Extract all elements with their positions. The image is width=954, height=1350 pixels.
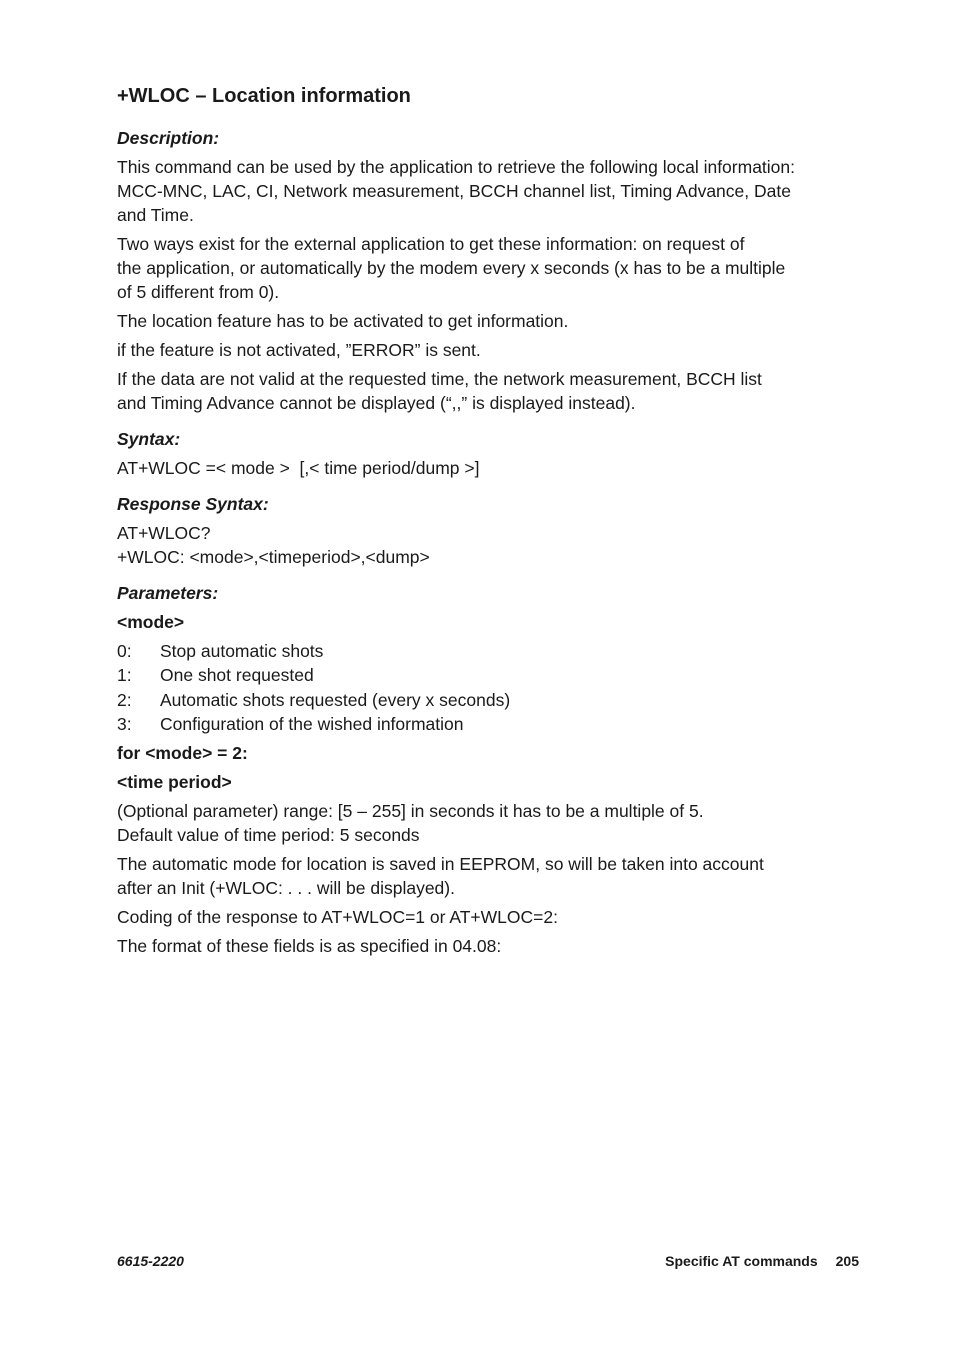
coding-paragraph: Coding of the response to AT+WLOC=1 or AT+WLOC=2: [117,907,558,928]
list-item-text: Automatic shots requested (every x seconds) [160,689,511,710]
description-heading: Description: [117,128,220,148]
mode-values-list [117,639,857,736]
response-syntax-line-2: +WLOC: <mode>,<timeperiod>,<dump> [117,547,430,567]
time-period-description [117,799,857,847]
response-syntax-line-1: AT+WLOC? [117,523,211,543]
footer-section-name: Specific AT commands [665,1253,818,1269]
text-line: and Time. [117,205,194,225]
text-line: This command can be used by the application to retrieve the following local information: [117,157,796,177]
text-line: (Optional parameter) range: [5 – 255] in seconds it has to be a multiple of 5. [117,801,704,822]
for-mode-condition: for <mode> = 2: [117,743,248,764]
list-item-number: 0: [117,641,132,661]
text-line: the application, or automatically by the modem every x seconds (x has to be a multiple [117,258,786,278]
page-content [117,84,857,963]
section-title: +WLOC – Location information [117,85,411,107]
list-item-text: Configuration of the wished information [160,713,464,734]
page-footer [117,1251,859,1271]
list-item [117,712,857,736]
response-syntax-block [117,521,857,569]
response-syntax-heading: Response Syntax: [117,494,269,514]
page-number: 205 [835,1253,859,1269]
footer-right-group [665,1251,859,1271]
text-line: and Timing Advance cannot be displayed (“,,” is displayed instead). [117,393,636,413]
description-paragraph-1 [117,155,857,227]
document-number: 6615-2220 [117,1253,184,1269]
text-line: after an Init (+WLOC: . . . will be displayed). [117,878,455,899]
syntax-heading: Syntax: [117,429,181,449]
text-line: If the data are not valid at the requested time, the network measurement, BCCH list [117,369,762,389]
mode-parameter-label: <mode> [117,612,185,632]
automatic-mode-paragraph [117,852,857,900]
text-line: MCC-MNC, LAC, CI, Network measurement, BCCH channel list, Timing Advance, Date [117,181,791,201]
list-item-text: Stop automatic shots [160,641,324,661]
list-item-number: 3: [117,713,132,734]
list-item-text: One shot requested [160,665,314,686]
description-paragraph-5 [117,367,857,415]
text-line: Default value of time period: 5 seconds [117,825,420,846]
list-item-number: 1: [117,665,132,686]
description-paragraph-3: The location feature has to be activated to get information. [117,311,569,331]
text-line: of 5 different from 0). [117,282,280,302]
format-paragraph: The format of these fields is as specified in 04.08: [117,936,502,957]
text-line: The automatic mode for location is saved in EEPROM, so will be taken into account [117,854,764,875]
description-paragraph-2 [117,232,857,304]
list-item [117,663,857,687]
list-item [117,688,857,712]
description-paragraph-4: if the feature is not activated, ”ERROR” is sent. [117,340,481,360]
list-item [117,639,857,663]
time-period-parameter-label: <time period> [117,772,232,793]
list-item-number: 2: [117,689,132,710]
syntax-line: AT+WLOC =< mode > [,< time period/dump >] [117,458,480,478]
parameters-heading: Parameters: [117,583,219,603]
text-line: Two ways exist for the external application to get these information: on request of [117,234,745,254]
